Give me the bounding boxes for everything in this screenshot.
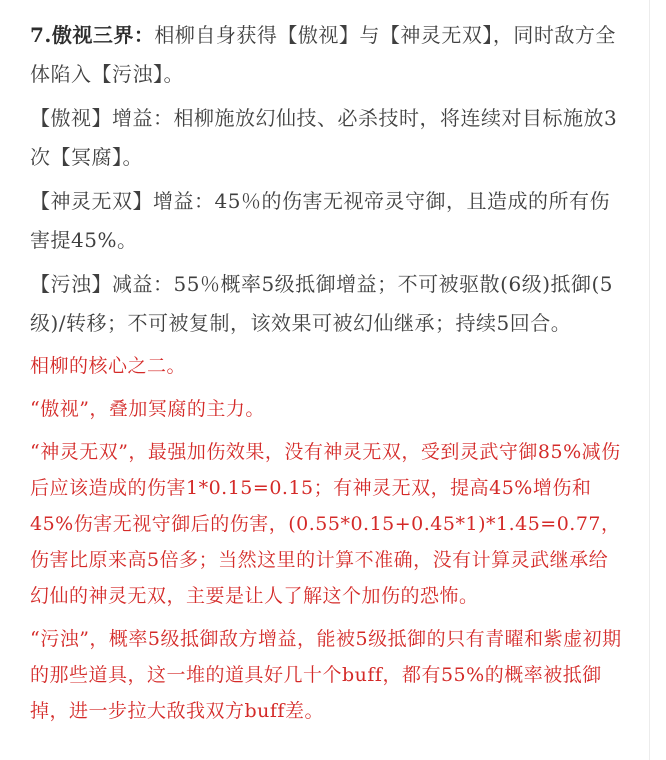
shenling-wushuang-buff-text: 【神灵无双】增益：45％的伤害无视帝灵守御，且造成的所有伤害提45%。 <box>30 189 610 252</box>
skill-description-text: 相柳自身获得【傲视】与【神灵无双】，同时敌方全体陷入【污浊】。 <box>30 23 616 86</box>
page-right-border <box>649 0 650 760</box>
wuzhuo-debuff-paragraph <box>30 265 626 343</box>
analysis-aoshi-paragraph <box>30 391 626 427</box>
analysis-shenling-wushuang-paragraph <box>30 434 626 614</box>
skill-description-paragraph <box>30 16 626 94</box>
analysis-core-note-text: 相柳的核心之二。 <box>30 355 187 377</box>
analysis-core-note-paragraph <box>30 348 626 384</box>
skill-number-title: 7.傲视三界： <box>30 23 155 47</box>
aoshi-buff-text: 【傲视】增益：相柳施放幻仙技、必杀技时，将连续对目标施放3次【冥腐】。 <box>30 106 618 169</box>
aoshi-buff-paragraph <box>30 99 626 177</box>
analysis-shenling-wushuang-text: “神灵无双”，最强加伤效果，没有神灵无双，受到灵武守御85%减伤后应该造成的伤害1*0.15=0.15；有神灵无双，提高45%增伤和45%伤害无视守御后的伤害，(0.55*0.15+0.45*1)*1.45=0.77，伤害比原来高5倍多；当然这里的计算不准确，没有计算灵武继承给幻仙的神灵无双，主要是让人了解这个加伤的恐怖。 <box>30 441 621 607</box>
analysis-wuzhuo-text: “污浊”，概率5级抵御敌方增益，能被5级抵御的只有青曜和紫虚初期的那些道具，这一堆的道具好几十个buff，都有55%的概率被抵御掉，进一步拉大敌我双方buff差。 <box>30 628 622 722</box>
wuzhuo-debuff-text: 【污浊】减益：55％概率5级抵御增益；不可被驱散(6级)抵御(5级)/转移；不可被复制，该效果可被幻仙继承；持续5回合。 <box>30 272 614 335</box>
analysis-aoshi-text: “傲视”，叠加冥腐的主力。 <box>30 398 265 420</box>
shenling-wushuang-buff-paragraph <box>30 182 626 260</box>
analysis-wuzhuo-paragraph <box>30 621 626 729</box>
